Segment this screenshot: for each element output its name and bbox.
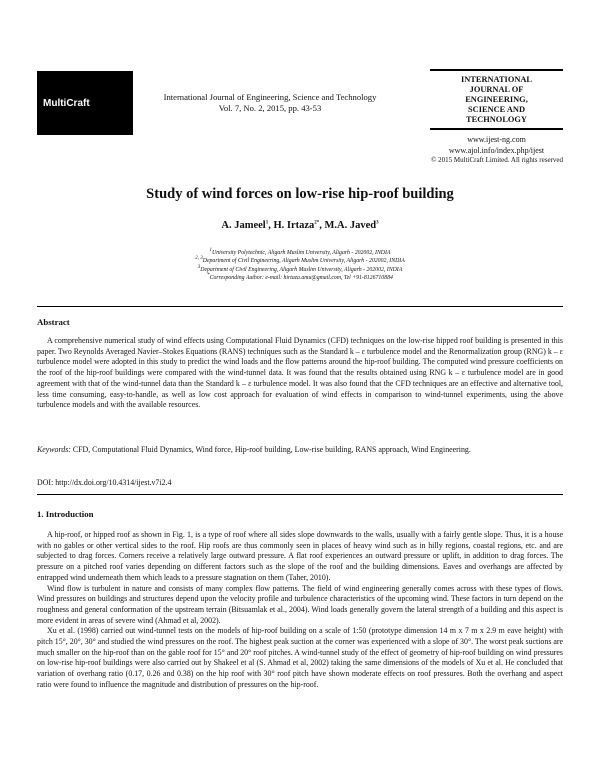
affiliation-mark: 1 xyxy=(209,248,213,254)
author-name: A. Jameel xyxy=(221,220,266,231)
author-name: H. Irtaza xyxy=(273,220,315,231)
journal-box-line: INTERNATIONAL xyxy=(460,75,533,84)
publisher-logo xyxy=(37,71,133,135)
journal-title-box xyxy=(430,69,563,130)
journal-links xyxy=(430,135,563,156)
author-mark: 2* xyxy=(314,220,320,226)
journal-url-link[interactable]: www.ijest-ng.com xyxy=(467,135,526,144)
journal-name: International Journal of Engineering, Science and Technology xyxy=(163,92,377,102)
introduction-heading: 1. Introduction xyxy=(37,509,94,519)
affiliation-mark: 3 xyxy=(197,264,201,270)
affiliation-text: Department of Civil Engineering, Aligarh Muslim University, Aligarh - 202002, INDIA xyxy=(202,258,405,265)
journal-box-line: TECHNOLOGY xyxy=(466,115,527,124)
intro-paragraph: Wind flow is turbulent in nature and consists of many complex flow patterns. The field of wind engineering generally comes across with these types of flows. Wind pressures on buildings and structures depend upon the velocity profile and turbulence characteristics of the upcoming wind. These factors in turn depend on the roughness and general conformation of the upstream terrain (Bitsuamlak et al., 2004). Wind loads generally govern the lateral strength of a building and this aspect is more evident in areas of severe wind (Ahmad et al, 2002). xyxy=(37,583,563,625)
abstract-heading: Abstract xyxy=(37,317,70,327)
affiliation-text: Department of Civil Engineering, Aligarh Muslim University, Aligarh - 202002, INDIA xyxy=(200,266,403,273)
affiliation-text: Corresponding Author: e-mail: hirtaza.amu@gmail.com, Tel +91-8126710884 xyxy=(209,275,393,282)
affiliation-text: University Polytechnic, Aligarh Muslim University, Aligarh - 202002, INDIA xyxy=(212,250,391,256)
author-mark: 1 xyxy=(265,220,269,226)
author-name: M.A. Javed xyxy=(324,220,377,231)
affiliation-mark: 2, 3 xyxy=(195,256,203,262)
intro-paragraph: Xu et al. (1998) carried out wind-tunnel tests on the models of hip-roof building on a scale of 1:50 (prototype dimension 14 m x 7 m x 2.9 m eave height) with pitch 15°, 20°, 30° and studied the wind pressures on the roof. The highest peak suction at the corner was experienced with a slope of 30°. The worst peak suctions are much smaller on the hip-roof than on the gable roof for 15° and 20° roof pitches. A wind-tunnel study of the effect of geometry of hip-roof building on wind pressures on low-rise hip-roof buildings were also carried out by Shakeel et al (S. Ahmad et al, 2002) taking the same dimensions of the models of Xu et al. He concluded that variation of overhang ratio (0.17, 0.26 and 0.38) on the hip roof with 30° roof pitch have shown moderate effects on roof pressures. Both the overhang and aspect ratio were found to influence the magnitude and distribution of pressures on the hip-roof. xyxy=(37,626,563,689)
abstract-bottom-rule xyxy=(37,494,563,495)
introduction-body xyxy=(37,530,563,691)
logo-text: MultiCraft xyxy=(43,97,90,109)
affiliation-mark: * xyxy=(207,273,210,279)
abstract-text: A comprehensive numerical study of wind effects using Computational Fluid Dynamics (CFD) techniques on the low-rise hipped roof building is presented in this paper. Two Reynolds Averaged Navier–Stokes Equations (RANS) techniques such as the Standard k – ε turbulence model and the Renormalization group (RNG) k – ε turbulence model were adopted in this study to predict the wind loads and the flow patterns around the hip-roof building. The computed wind pressure coefficients on the roof of the hip-roof buildings were compared with the wind-tunnel data. It was found that the results obtained using RNG k – ε turbulence model are in good agreement with that of the wind-tunnel data than the Standard k – ε turbulence model. It was also found that the CFD techniques are an effective and alternative tool, less time consuming, easy-to-handle, as well as low cost approach for evaluation of wind effects in comparison to wind-tunnel experiments, using the above turbulence models and with the available resources. xyxy=(37,336,563,410)
affiliations xyxy=(0,249,600,283)
affiliation-line xyxy=(0,266,600,274)
copyright-notice: © 2015 MultiCraft Limited. All rights reserved xyxy=(431,156,563,164)
journal-citation xyxy=(140,92,400,114)
abstract-top-rule xyxy=(37,306,563,307)
affiliation-line xyxy=(0,257,600,265)
journal-url-link[interactable]: www.ajol.info/index.php/ijest xyxy=(448,145,545,155)
journal-box-line: ENGINEERING, xyxy=(465,95,528,104)
journal-box-line: SCIENCE AND xyxy=(467,105,525,114)
journal-volume: Vol. 7, No. 2, 2015, pp. 43-53 xyxy=(218,103,322,113)
author-mark: 3 xyxy=(376,220,379,226)
keywords-text: CFD, Computational Fluid Dynamics, Wind force, Hip-roof building, Low-rise building, RANS approach, Wind Engineering. xyxy=(72,445,471,454)
journal-box-line: JOURNAL OF xyxy=(469,85,524,94)
affiliation-line xyxy=(0,274,600,282)
paper-title: Study of wind forces on low-rise hip-roof building xyxy=(146,186,454,202)
author-list: A. Jameel$^1$, H. Irtaza$^{2*}$, M.A. Javed$^3$ xyxy=(221,220,379,231)
abstract-body xyxy=(37,336,563,411)
intro-paragraph: A hip-roof, or hipped roof as shown in Fig. 1, is a type of roof where all sides slope downwards to the walls, usually with a fairly gentle slope. Thus, it is a house with no gables or other vertical sides to the roof. Hip roofs are thus commonly seen in places of heavy wind such as in hilly regions, coastal regions, etc. and are subjected to drag forces. Corners receive a relatively large outward pressure. A flat roof experiences an outward pressure or uplift, in addition to drag forces. The pressure on a pitched roof varies depending on different factors such as the slope of the roof and the building dimensions. Eaves and overhangs are affected by entrapped wind underneath them which leads to a pressure stagnation on them (Taher, 2010). xyxy=(37,530,563,582)
doi-line[interactable]: DOI: http://dx.doi.org/10.4314/ijest.v7i2.4 xyxy=(37,478,172,487)
keywords xyxy=(37,445,563,456)
keywords-label: Keywords: xyxy=(37,445,71,454)
affiliation-line xyxy=(0,249,600,257)
